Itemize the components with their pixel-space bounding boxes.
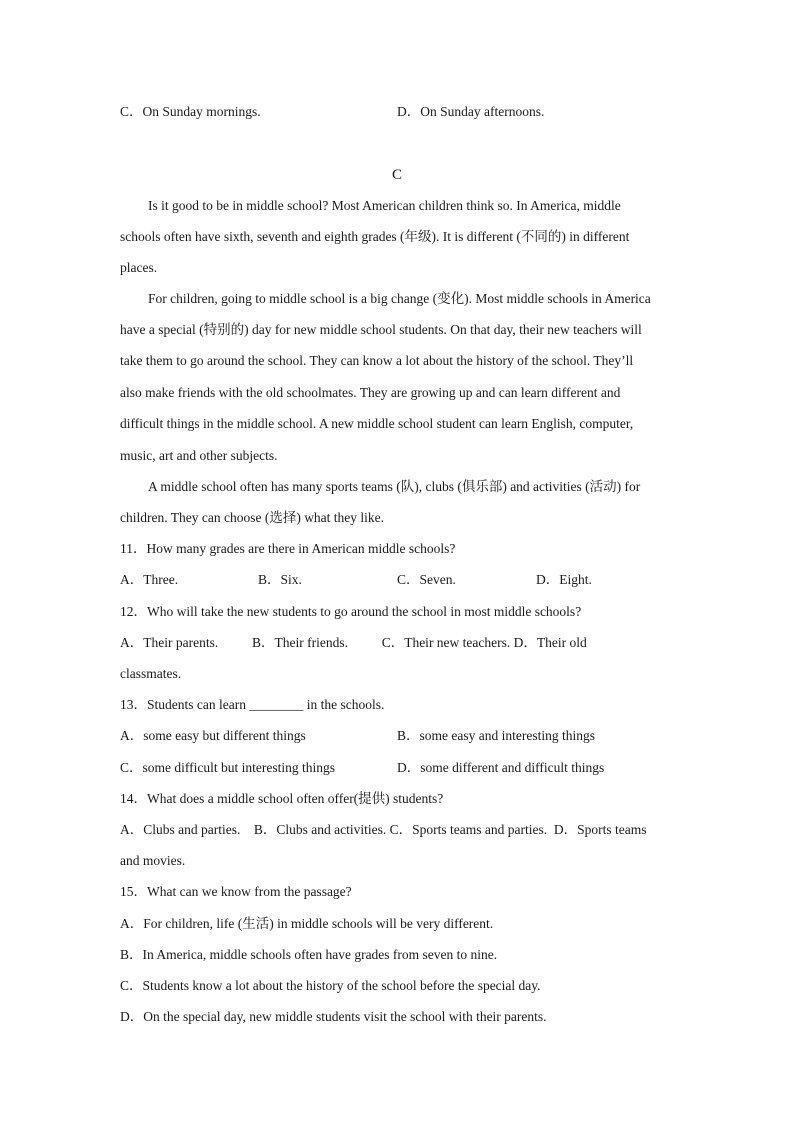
q12-options-line2: classmates.: [120, 666, 182, 681]
q11-stem: 11．How many grades are there in American middle schools?: [120, 541, 456, 556]
passage-p2-line1: For children, going to middle school is a big change (变化). Most middle schools in America: [148, 291, 651, 306]
q14-options-line1: A．Clubs and parties. B．Clubs and activities. C．Sports teams and parties. D．Sports teams: [120, 822, 647, 837]
passage-p1-line3: places.: [120, 260, 158, 275]
q12-options-line1: A．Their parents. B．Their friends. C．Their new teachers. D．Their old: [120, 635, 587, 650]
q15-stem: 15．What can we know from the passage?: [120, 884, 352, 899]
passage-p3-line2: children. They can choose (选择) what they like.: [120, 510, 385, 525]
passage-p2-line2: have a special (特别的) day for new middle school students. On that day, their new teachers will: [120, 322, 642, 337]
q11-option-a: A．Three.: [120, 572, 179, 587]
q12-stem: 12．Who will take the new students to go around the school in most middle schools?: [120, 604, 582, 619]
q15-option-d: D．On the special day, new middle students visit the school with their parents.: [120, 1009, 547, 1024]
passage-p1-line1: Is it good to be in middle school? Most American children think so. In America, middle: [148, 198, 621, 213]
passage-p2-line6: music, art and other subjects.: [120, 448, 278, 463]
passage-p1-line2: schools often have sixth, seventh and eighth grades (年级). It is different (不同的) in different: [120, 229, 630, 244]
q13-option-b: B．some easy and interesting things: [397, 728, 595, 743]
q15-option-a: A．For children, life (生活) in middle schools will be very different.: [120, 916, 494, 931]
q13-option-a: A．some easy but different things: [120, 728, 306, 743]
prev-option-c: C．On Sunday mornings.: [120, 104, 261, 119]
q14-options-line2: and movies.: [120, 853, 186, 868]
passage-p2-line4: also make friends with the old schoolmates. They are growing up and can learn different and: [120, 385, 621, 400]
passage-p3-line1: A middle school often has many sports teams (队), clubs (俱乐部) and activities (活动) for: [148, 479, 641, 494]
section-title: C: [391, 167, 402, 183]
q13-option-c: C．some difficult but interesting things: [120, 760, 335, 775]
q11-option-d: D．Eight.: [536, 572, 592, 587]
prev-option-d: D．On Sunday afternoons.: [397, 104, 545, 119]
q15-option-c: C．Students know a lot about the history of the school before the special day.: [120, 978, 541, 993]
q13-stem: 13．Students can learn ________ in the schools.: [120, 697, 385, 712]
q13-option-d: D．some different and difficult things: [397, 760, 605, 775]
q11-option-c: C．Seven.: [397, 572, 456, 587]
q14-stem: 14．What does a middle school often offer(提供) students?: [120, 791, 444, 806]
passage-p2-line3: take them to go around the school. They can know a lot about the history of the school. They’ll: [120, 353, 634, 368]
q15-option-b: B．In America, middle schools often have grades from seven to nine.: [120, 947, 498, 962]
q11-option-b: B．Six.: [258, 572, 302, 587]
passage-p2-line5: difficult things in the middle school. A new middle school student can learn English, computer,: [120, 416, 634, 431]
